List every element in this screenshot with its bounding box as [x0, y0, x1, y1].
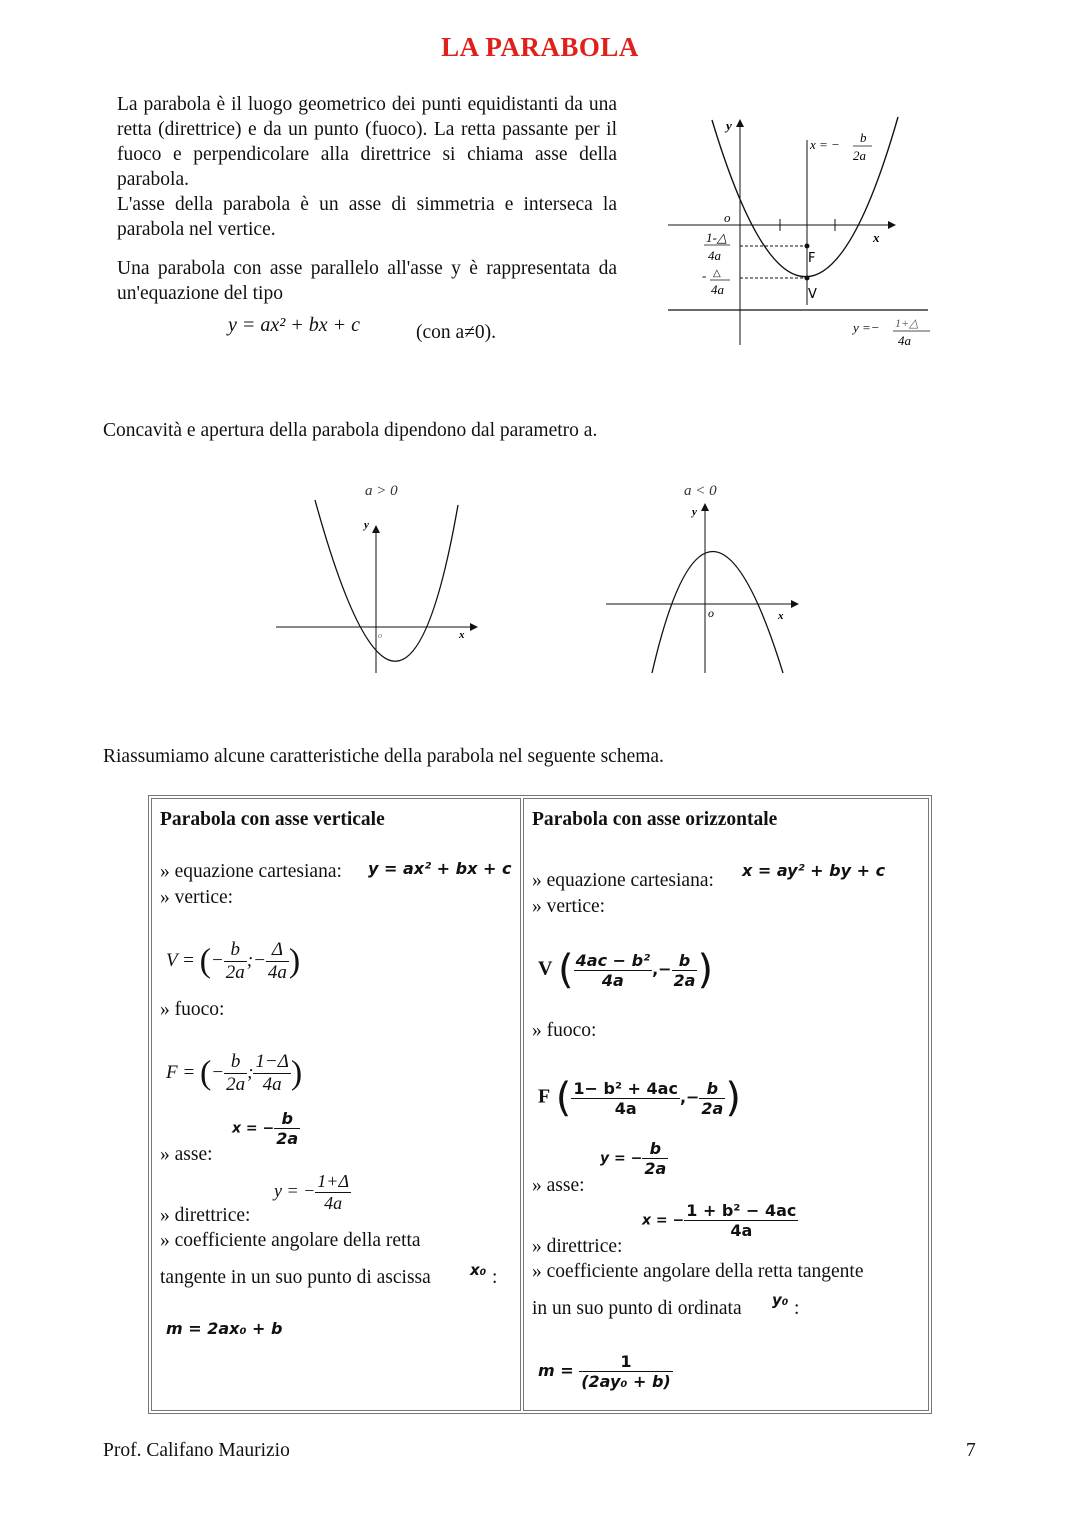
horizontal-slope-label-2: in un suo punto di ordinata	[532, 1298, 742, 1319]
vertical-axis-cell	[151, 798, 521, 1411]
y-label: y	[692, 506, 697, 518]
vertical-axis-eq: x = − $\frac{b}{2a}$	[232, 1109, 299, 1148]
y-axis-arrow	[736, 119, 744, 127]
intro-paragraph-3: Una parabola con asse parallelo all'asse y è rappresentata da un'equazione del tipo	[117, 258, 617, 304]
horizontal-eq: x = ay² + by + c	[742, 861, 886, 880]
horizontal-axis-label: » asse:	[532, 1175, 585, 1196]
x-label: x	[459, 629, 465, 641]
caption-a-positive: a > 0	[365, 483, 398, 499]
vertical-slope-label-2: tangente in un suo punto di ascissa	[160, 1267, 431, 1288]
footer-author: Prof. Califano Maurizio	[103, 1440, 290, 1461]
intro-text	[117, 92, 617, 306]
intro-paragraph-1: La parabola è il luogo geometrico dei punti equidistanti da una retta (direttrice) e da un punto (fuoco). La retta passante per il fuoco e perpendicolare alla direttrice si chiama asse della parabola.	[117, 94, 617, 190]
x-label: x	[778, 610, 784, 622]
x-label: x	[873, 230, 880, 245]
concavity-text: Concavità e apertura della parabola dipendono dal parametro a.	[103, 420, 598, 441]
vertical-eq-label: » equazione cartesiana:	[160, 861, 342, 882]
focus-label: F	[808, 251, 816, 266]
axis-equation: x = −	[810, 137, 840, 152]
graph-a-positive	[270, 475, 490, 680]
y-label: y	[726, 118, 732, 133]
axis-frac-d: 2a	[853, 148, 866, 163]
y-label: y	[364, 519, 369, 531]
focus-point	[805, 244, 810, 249]
vertical-focus: F = (− $\frac{b}{2a}$ ; $\frac{1-\Delta}{4a}$ )	[166, 1051, 303, 1095]
parabola-up	[315, 500, 458, 661]
summary-text: Riassumiamo alcune caratteristiche della parabola nel seguente schema.	[103, 746, 664, 767]
vertical-focus-label: » fuoco:	[160, 999, 225, 1020]
caption-a-negative: a < 0	[684, 483, 717, 499]
parabola-definition-diagram	[660, 105, 950, 355]
vertical-colon: :	[492, 1267, 498, 1288]
horizontal-y0: y₀	[772, 1291, 789, 1309]
origin-label: o	[724, 210, 731, 225]
vertical-slope-eq: m = 2ax₀ + b	[166, 1319, 283, 1338]
horizontal-directrix-label: » direttrice:	[532, 1236, 623, 1257]
horizontal-header: Parabola con asse orizzontale	[532, 809, 778, 830]
vertical-header: Parabola con asse verticale	[160, 809, 385, 830]
axis-frac-n: b	[860, 130, 867, 145]
directrix-equation: y =−	[853, 320, 880, 335]
horizontal-axis-eq: y = − $\frac{b}{2a}$	[600, 1139, 667, 1178]
vertical-axis-label: » asse:	[160, 1144, 213, 1165]
focus-frac-d: 4a	[708, 248, 721, 263]
horizontal-focus: F ( $\frac{\text{1− b² + 4ac}}{4a}$ ,− $\frac{b}{2a}$ )	[538, 1075, 741, 1121]
origin-label: o	[378, 631, 382, 640]
horizontal-colon: :	[794, 1298, 800, 1319]
vertex-point	[805, 276, 810, 281]
horizontal-eq-label: » equazione cartesiana:	[532, 870, 714, 891]
focus-frac-n: 1-△	[706, 230, 727, 245]
page-title: LA PARABOLA	[441, 32, 639, 62]
vertex-frac-n: △	[713, 268, 721, 279]
horizontal-directrix-eq: x = − $\frac{\text{1 + b² − 4ac}}{4a}$	[642, 1201, 797, 1240]
horizontal-vertex: V ( $\frac{\text{4ac − b²}}{4a}$ ,− $\frac{b}{2a}$ )	[538, 947, 714, 993]
vertex-label: V	[808, 287, 817, 302]
equation-condition: (con a≠0).	[416, 322, 496, 343]
x-axis-arrow	[888, 221, 896, 229]
horizontal-slope-label-1: » coefficiente angolare della retta tangente	[532, 1261, 864, 1282]
directrix-frac-d: 4a	[898, 333, 911, 348]
vertical-directrix-eq: y = − $\frac{1+\Delta}{4a}$	[274, 1171, 350, 1213]
parabola-down	[652, 552, 783, 674]
page-number: 7	[966, 1440, 976, 1461]
horizontal-axis-cell	[523, 798, 929, 1411]
intro-paragraph-2: L'asse della parabola è un asse di simmetria e interseca la parabola nel vertice.	[117, 194, 617, 240]
horizontal-focus-label: » fuoco:	[532, 1020, 597, 1041]
vertical-vertex: V = (− $\frac{b}{2a}$ ;− $\frac{\Delta}{4a}$ )	[166, 939, 301, 983]
vertical-x0: x₀	[470, 1261, 487, 1279]
vertical-eq: y = ax² + bx + c	[368, 859, 512, 878]
graph-a-negative	[600, 475, 810, 680]
summary-table	[148, 795, 932, 1414]
vertical-slope-label-1: » coefficiente angolare della retta	[160, 1230, 421, 1251]
horizontal-slope-eq: m = $\frac{1}{\text{(2ay₀ + b)}}$	[538, 1352, 671, 1391]
vertex-frac-d: 4a	[711, 282, 724, 297]
general-equation: y = ax² + bx + c	[228, 314, 360, 336]
vertical-vertex-label: » vertice:	[160, 887, 234, 908]
directrix-frac-n: 1+△	[895, 316, 919, 330]
origin-label: o	[708, 606, 714, 620]
vertex-frac-prefix: -	[702, 268, 707, 283]
vertical-directrix-label: » direttrice:	[160, 1205, 251, 1226]
horizontal-vertex-label: » vertice:	[532, 896, 606, 917]
